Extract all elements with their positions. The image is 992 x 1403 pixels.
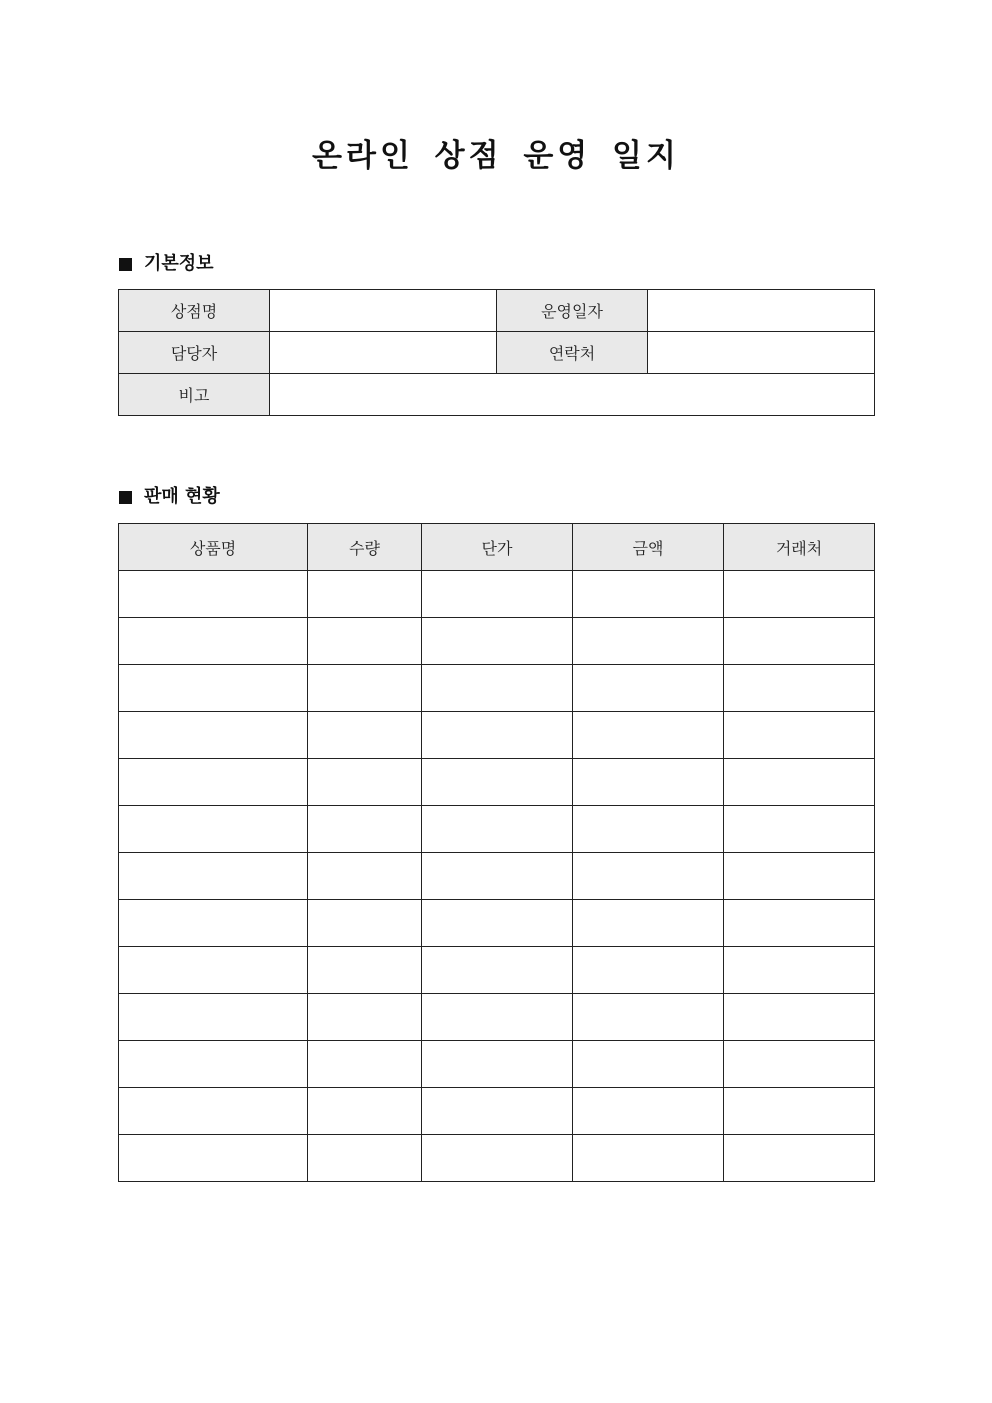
quantity-cell[interactable] [308,712,422,759]
quantity-cell[interactable] [308,618,422,665]
amount-cell[interactable] [573,759,724,806]
table-header-row [119,524,875,571]
product-name-cell[interactable] [119,665,308,712]
product-name-cell[interactable] [119,571,308,618]
product-name-cell[interactable] [119,1135,308,1182]
contact-field[interactable] [648,332,875,374]
unit-price-cell[interactable] [422,571,573,618]
quantity-cell[interactable] [308,853,422,900]
manager-label: 담당자 [119,332,270,374]
product-name-cell[interactable] [119,759,308,806]
amount-cell[interactable] [573,665,724,712]
product-name-cell[interactable] [119,1041,308,1088]
manager-field[interactable] [270,332,497,374]
section-heading-basic-info [119,252,214,276]
product-name-cell[interactable] [119,618,308,665]
product-name-cell[interactable] [119,806,308,853]
client-cell[interactable] [724,759,875,806]
client-cell[interactable] [724,1135,875,1182]
product-name-cell[interactable] [119,900,308,947]
square-bullet-icon [119,258,132,271]
column-header-client: 거래처 [724,524,875,571]
table-row [119,1088,875,1135]
amount-cell[interactable] [573,571,724,618]
amount-cell[interactable] [573,712,724,759]
unit-price-cell[interactable] [422,1041,573,1088]
unit-price-cell[interactable] [422,994,573,1041]
quantity-cell[interactable] [308,1041,422,1088]
table-row [119,994,875,1041]
sales-table-body [119,571,875,1182]
table-row [119,290,875,332]
amount-cell[interactable] [573,900,724,947]
remarks-label: 비고 [119,374,270,416]
product-name-cell[interactable] [119,712,308,759]
unit-price-cell[interactable] [422,900,573,947]
unit-price-cell[interactable] [422,665,573,712]
section-heading-label: 기본정보 [144,253,214,274]
sales-table [118,523,875,1182]
quantity-cell[interactable] [308,571,422,618]
quantity-cell[interactable] [308,759,422,806]
amount-cell[interactable] [573,806,724,853]
unit-price-cell[interactable] [422,853,573,900]
table-row [119,332,875,374]
table-row [119,806,875,853]
remarks-field[interactable] [270,374,875,416]
column-header-quantity: 수량 [308,524,422,571]
product-name-cell[interactable] [119,947,308,994]
unit-price-cell[interactable] [422,759,573,806]
table-row [119,665,875,712]
quantity-cell[interactable] [308,994,422,1041]
table-row [119,900,875,947]
amount-cell[interactable] [573,853,724,900]
product-name-cell[interactable] [119,994,308,1041]
quantity-cell[interactable] [308,900,422,947]
basic-info-table [118,289,875,416]
quantity-cell[interactable] [308,665,422,712]
client-cell[interactable] [724,712,875,759]
document-title: 온라인 상점 운영 일지 [312,138,680,174]
table-row [119,759,875,806]
table-row [119,1041,875,1088]
product-name-cell[interactable] [119,853,308,900]
amount-cell[interactable] [573,1135,724,1182]
quantity-cell[interactable] [308,1135,422,1182]
amount-cell[interactable] [573,1088,724,1135]
client-cell[interactable] [724,806,875,853]
quantity-cell[interactable] [308,806,422,853]
client-cell[interactable] [724,994,875,1041]
section-heading-sales [119,485,220,509]
unit-price-cell[interactable] [422,1135,573,1182]
amount-cell[interactable] [573,947,724,994]
client-cell[interactable] [724,618,875,665]
column-header-product-name: 상품명 [119,524,308,571]
unit-price-cell[interactable] [422,712,573,759]
client-cell[interactable] [724,665,875,712]
table-row [119,1135,875,1182]
table-row [119,571,875,618]
quantity-cell[interactable] [308,947,422,994]
amount-cell[interactable] [573,1041,724,1088]
contact-label: 연락처 [497,332,648,374]
store-name-field[interactable] [270,290,497,332]
column-header-amount: 금액 [573,524,724,571]
amount-cell[interactable] [573,618,724,665]
product-name-cell[interactable] [119,1088,308,1135]
table-row [119,712,875,759]
table-row [119,853,875,900]
store-name-label: 상점명 [119,290,270,332]
unit-price-cell[interactable] [422,618,573,665]
quantity-cell[interactable] [308,1088,422,1135]
table-row [119,374,875,416]
unit-price-cell[interactable] [422,806,573,853]
unit-price-cell[interactable] [422,1088,573,1135]
client-cell[interactable] [724,1041,875,1088]
table-row [119,947,875,994]
operation-date-label: 운영일자 [497,290,648,332]
table-row [119,618,875,665]
operation-date-field[interactable] [648,290,875,332]
square-bullet-icon [119,491,132,504]
column-header-unit-price: 단가 [422,524,573,571]
client-cell[interactable] [724,947,875,994]
client-cell[interactable] [724,571,875,618]
amount-cell[interactable] [573,994,724,1041]
client-cell[interactable] [724,900,875,947]
section-heading-label: 판매 현황 [144,486,220,507]
unit-price-cell[interactable] [422,947,573,994]
client-cell[interactable] [724,853,875,900]
client-cell[interactable] [724,1088,875,1135]
